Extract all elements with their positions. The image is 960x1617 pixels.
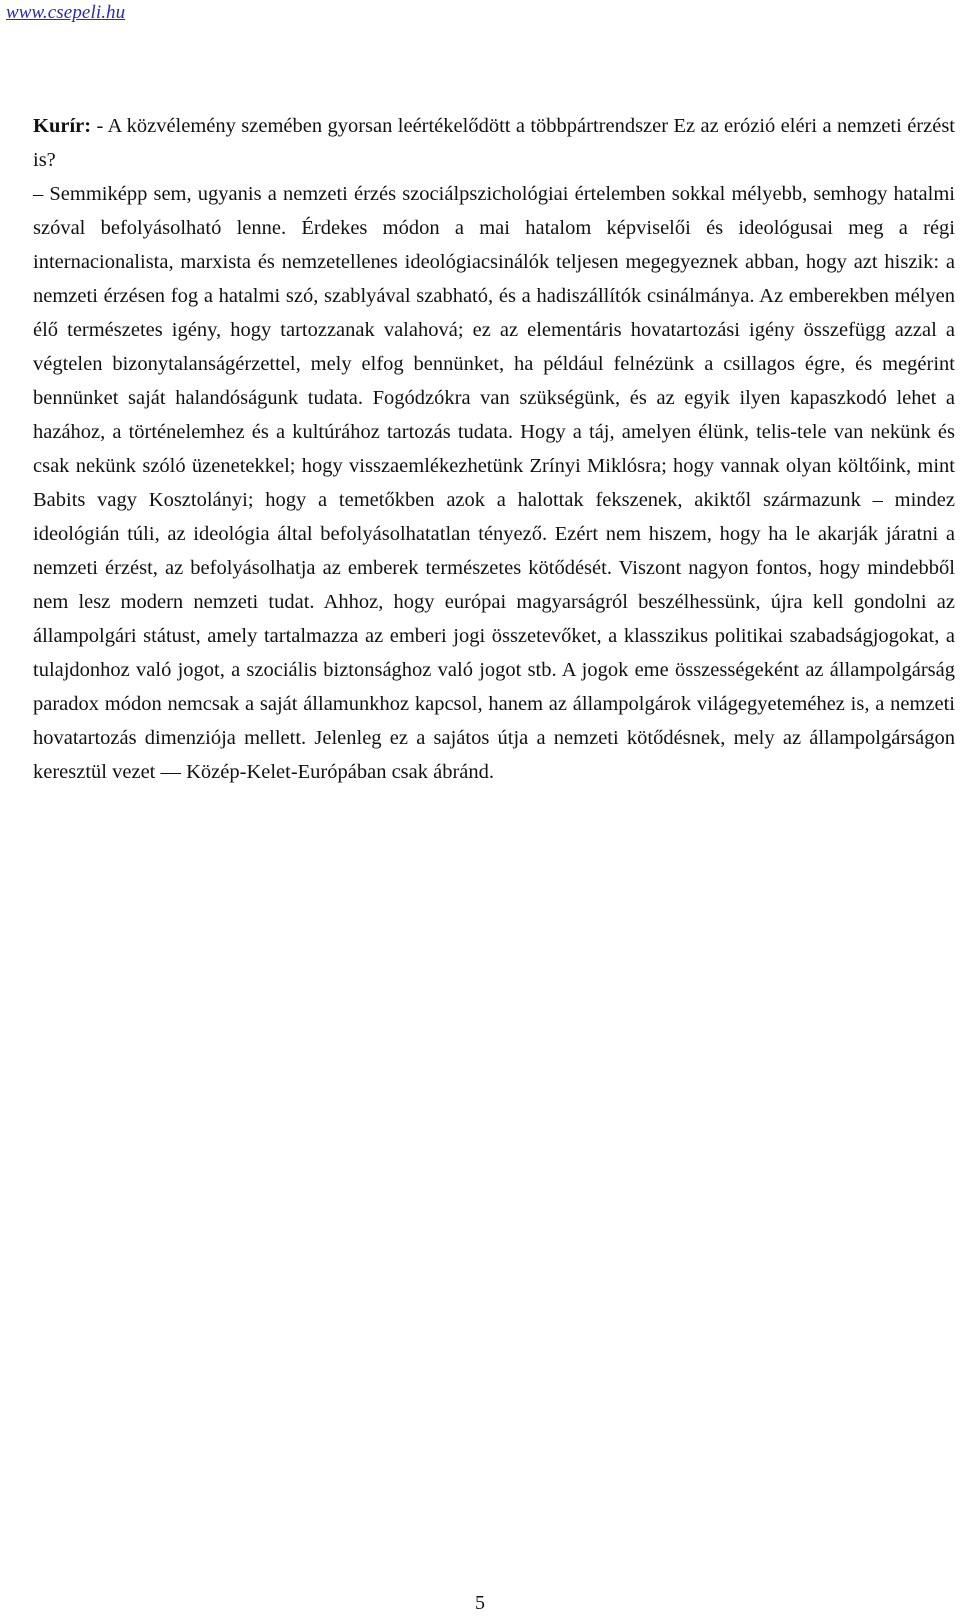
header-website-link[interactable]: www.csepeli.hu	[6, 2, 126, 23]
interview-question	[5, 109, 955, 177]
article-body	[5, 109, 955, 789]
page-number: 5	[475, 1592, 485, 1614]
interview-answer: – Semmiképp sem, ugyanis a nemzeti érzés szociálpszichológiai értelemben sokkal mélyebb, semhogy hatalmi szóval befolyásolható lenne. Érdekes módon a mai hatalom képviselői és ideológusai meg a régi internacionalista, marxista és nemzetellenes ideológiacsinálók teljesen megegyeznek abban, hogy azt hiszik: a nemzeti érzésen fog a hatalmi szó, szablyával szabható, és a hadiszállítók csinálmánya. Az emberekben mélyen élő természetes igény, hogy tartozzanak valahová; ez az elementáris hovatartozási igény összefügg azzal a végtelen bizonytalanságérzettel, mely elfog bennünket, ha például felnézünk a csillagos égre, és megérint bennünket saját halandóságunk tudata. Fogódzókra van szükségünk, és az egyik ilyen kapaszkodó lehet a hazához, a történelemhez és a kultúrához tartozás tudata. Hogy a táj, amelyen élünk, telis-tele van nekünk és csak nekünk szóló üzenetekkel; hogy visszaemlékezhetünk Zrínyi Miklósra; hogy vannak olyan költőink, mint Babits vagy Kosztolányi; hogy a temetőkben azok a halottak fekszenek, akiktől származunk – mindez ideológián túli, az ideológia által befolyásolhatatlan tényező. Ezért nem hiszem, hogy ha le akarják járatni a nemzeti érzést, az befolyásolhatja az emberek természetes kötődését. Viszont nagyon fontos, hogy mindebből nem lesz modern nemzeti tudat. Ahhoz, hogy európai magyarságról beszélhessünk, újra kell gondolni az állampolgári státust, amely tartalmazza az emberi jogi összetevőket, a klasszikus politikai szabadságjogokat, a tulajdonhoz való jogot, a szociális biztonsághoz való jogot stb. A jogok eme összességeként az állampolgárság paradox módon nemcsak a saját államunkhoz kapcsol, hanem az állampolgárok világegyeteméhez is, a nemzeti hovatartozás dimenziója mellett. Jelenleg ez a sajátos útja a nemzeti kötődésnek, mely az állampolgárságon keresztül vezet — Közép-Kelet-Európában csak ábránd.	[33, 183, 955, 783]
question-text: - A közvélemény szemében gyorsan leértékelődött a többpártrendszer Ez az erózió eléri a nemzeti érzést is?	[33, 115, 956, 171]
speaker-label: Kurír:	[33, 115, 92, 137]
